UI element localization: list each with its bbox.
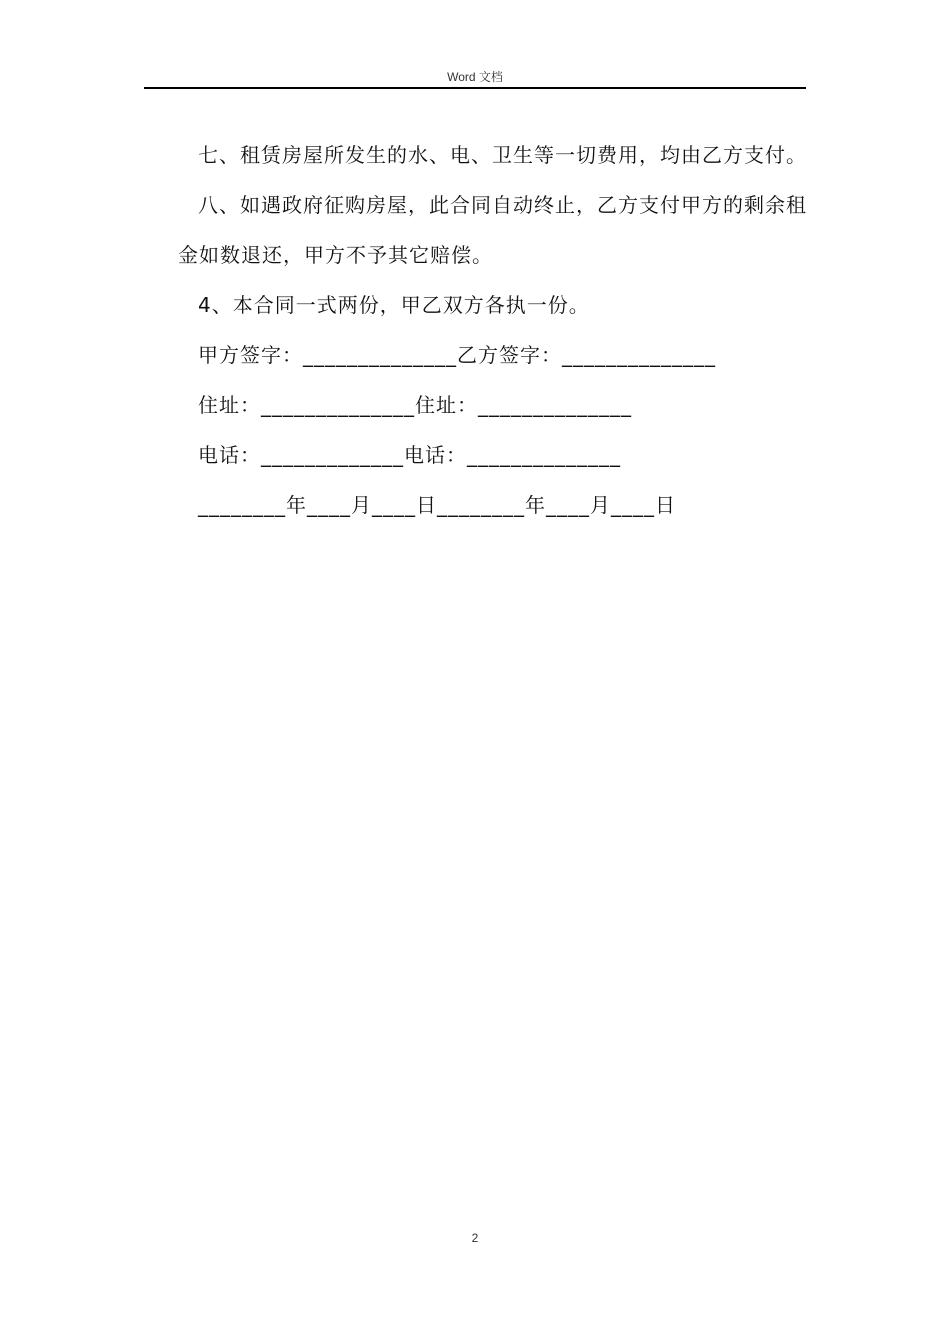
contract-clause-8: 八、如遇政府征购房屋，此合同自动终止，乙方支付甲方的剩余租金如数退还，甲方不予其它赔偿。 (178, 193, 807, 267)
header-divider (144, 87, 806, 89)
phone-line: 电话：_____________电话：______________ (198, 443, 621, 467)
signature-line: 甲方签字：______________乙方签字：______________ (198, 343, 716, 367)
document-header-title: Word 文档 (447, 70, 503, 84)
page-number: 2 (471, 1231, 479, 1245)
contract-clause-7: 七、租赁房屋所发生的水、电、卫生等一切费用，均由乙方支付。 (198, 143, 807, 167)
address-line: 住址：______________住址：______________ (198, 393, 632, 417)
contract-copies-clause: 4、本合同一式两份，甲乙双方各执一份。 (198, 293, 590, 317)
date-line: ________年____月____日________年____月____日 (198, 493, 676, 517)
document-body (178, 130, 808, 530)
